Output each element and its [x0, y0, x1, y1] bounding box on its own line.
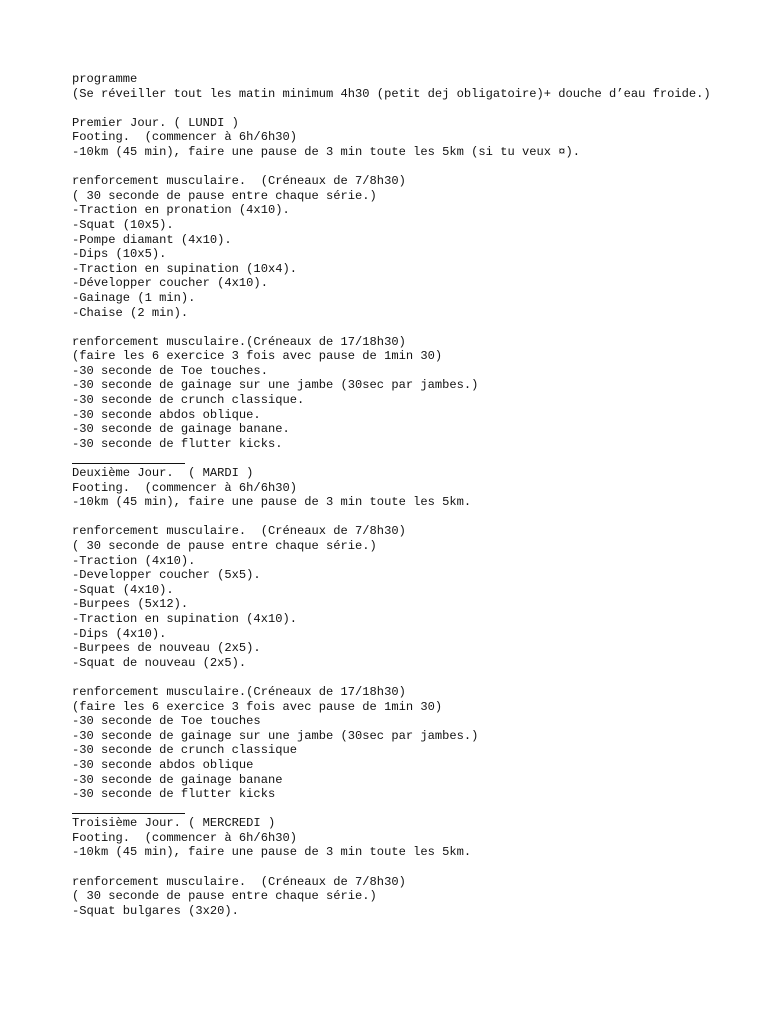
evening-title: renforcement musculaire.(Créneaux de 17/18h30) [72, 684, 406, 699]
day-heading: Troisième Jour. ( MERCREDI ) [72, 816, 276, 831]
exercise-item: -Pompe diamant (4x10). [72, 232, 232, 247]
morning-title: renforcement musculaire. (Créneaux de 7/8h30) [72, 174, 406, 189]
exercise-item: -30 seconde de gainage sur une jambe (30sec par jambes.) [72, 728, 479, 743]
exercise-item: -Burpees de nouveau (2x5). [72, 641, 261, 656]
section-divider [72, 451, 712, 466]
exercise-item: -30 seconde abdos oblique [72, 757, 254, 772]
exercise-item: -Dips (10x5). [72, 247, 167, 262]
intro-text: (Se réveiller tout les matin minimum 4h30 (petit dej obligatoire)+ douche d’eau froide.) [72, 86, 711, 101]
morning-title: renforcement musculaire. (Créneaux de 7/8h30) [72, 874, 406, 889]
exercise-item: -Squat (4x10). [72, 582, 174, 597]
blank-line [72, 101, 712, 116]
day-heading: Premier Jour. ( LUNDI ) [72, 115, 239, 130]
exercise-item: -Burpees (5x12). [72, 597, 189, 612]
exercise-item: -Squat (10x5). [72, 217, 174, 232]
exercise-item: -30 seconde abdos oblique. [72, 407, 261, 422]
morning-title: renforcement musculaire. (Créneaux de 7/8h30) [72, 524, 406, 539]
exercise-item: -Traction (4x10). [72, 553, 196, 568]
blank-line [72, 670, 712, 685]
evening-note: (faire les 6 exercice 3 fois avec pause de 1min 30) [72, 349, 443, 364]
footing-detail: -10km (45 min), faire une pause de 3 min toute les 5km. [72, 495, 472, 510]
exercise-item: -Traction en supination (10x4). [72, 261, 297, 276]
day-section-mercredi [72, 816, 712, 918]
blank-line [72, 160, 712, 175]
exercise-item: -30 seconde de crunch classique [72, 743, 297, 758]
day-heading: Deuxième Jour. ( MARDI ) [72, 466, 254, 481]
footing-title: Footing. (commencer à 6h/6h30) [72, 480, 297, 495]
morning-note: ( 30 seconde de pause entre chaque série.) [72, 188, 377, 203]
exercise-item: -Dips (4x10). [72, 626, 167, 641]
exercise-item: -Squat bulgares (3x20). [72, 903, 239, 918]
exercise-item: -Traction en supination (4x10). [72, 611, 297, 626]
exercise-item: -30 seconde de Toe touches. [72, 363, 268, 378]
exercise-item: -30 seconde de crunch classique. [72, 393, 305, 408]
document-title: programme [72, 72, 138, 86]
exercise-item: -Developper coucher (5x5). [72, 568, 261, 583]
footing-title: Footing. (commencer à 6h/6h30) [72, 130, 297, 145]
exercise-item: -30 seconde de gainage banane. [72, 422, 290, 437]
section-divider [72, 802, 712, 817]
footing-detail: -10km (45 min), faire une pause de 3 min toute les 5km. [72, 845, 472, 860]
exercise-item: -30 seconde de flutter kicks [72, 787, 276, 802]
exercise-item: -Chaise (2 min). [72, 305, 189, 320]
document-page [72, 72, 712, 918]
exercise-item: -30 seconde de flutter kicks. [72, 436, 283, 451]
blank-line [72, 510, 712, 525]
morning-note: ( 30 seconde de pause entre chaque série.) [72, 539, 377, 553]
exercise-item: -30 seconde de Toe touches [72, 714, 261, 729]
footing-title: Footing. (commencer à 6h/6h30) [72, 830, 297, 845]
exercise-item: -Gainage (1 min). [72, 290, 196, 305]
exercise-item: -30 seconde de gainage sur une jambe (30sec par jambes.) [72, 378, 479, 393]
morning-note: ( 30 seconde de pause entre chaque série.) [72, 889, 377, 904]
evening-note: (faire les 6 exercice 3 fois avec pause de 1min 30) [72, 699, 443, 714]
blank-line [72, 320, 712, 335]
exercise-item: -Traction en pronation (4x10). [72, 203, 290, 218]
exercise-item: -Développer coucher (4x10). [72, 276, 268, 291]
day-section-lundi [72, 116, 712, 452]
evening-title: renforcement musculaire.(Créneaux de 17/18h30) [72, 334, 406, 349]
footing-detail: -10km (45 min), faire une pause de 3 min toute les 5km (si tu veux ¤). [72, 144, 581, 159]
blank-line [72, 860, 712, 875]
exercise-item: -Squat de nouveau (2x5). [72, 655, 247, 670]
day-section-mardi [72, 466, 712, 802]
exercise-item: -30 seconde de gainage banane [72, 772, 283, 787]
